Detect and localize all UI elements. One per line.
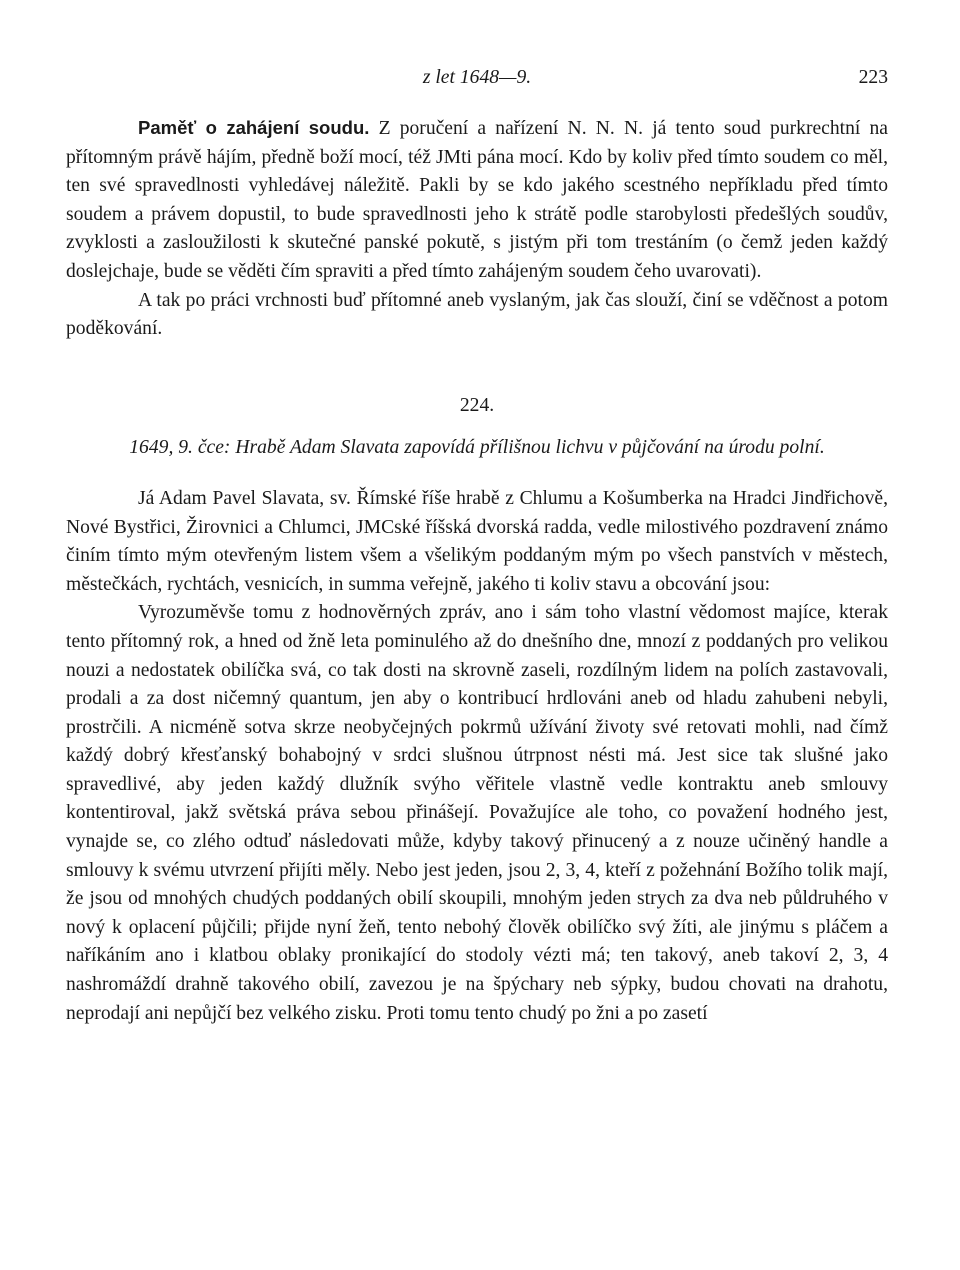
running-title: z let 1648—9. <box>422 67 532 88</box>
page-number: 223 <box>858 67 888 88</box>
section-223-paragraph-1 <box>66 114 888 287</box>
section-223-paragraph-1-text: Z poručení a nařízení N. N. N. já tento soud purkrechtní na přítomným právě hájím, předně boží mocí, též JMti pána mocí. Kdo by koliv před tímto soudem co měl, ten své spravedlnosti vyhledávej náležitě. Pakli by se kdo jakého scestného nepříkladu před tímto soudem a právem dopustil, to bude spravedlnosti jeho k strátě podle starobylosti předešlých soudův, zvyklosti a zasloužilosti k skutečné panské pokutě, s jistým při tom trestáním (o čemž jeden každý doslejchaje, bude se věděti čím spraviti a před tímto zahájeným soudem čeho uvarovati). <box>66 118 889 282</box>
entry-224-paragraph-1: Já Adam Pavel Slavata, sv. Římské říše hrabě z Chlumu a Košumberka na Hradci Jindřichově, Nové Bystřici, Žirovnici a Chlumci, JMCské říšská dvorská radda, vedle milostivého pozdravení známo činím tímto mým otevřeným listem všem a všelikým poddaným mým po všech panstvích v městech, městečkách, rychtách, vesnicích, in summa veřejně, jakého ti koliv stavu a obcování jsou: <box>66 487 888 595</box>
entry-number: 224. <box>459 394 495 416</box>
entry-224-paragraph-2: Vyrozuměvše tomu z hodnověrných zpráv, ano i sám toho vlastní vědomost majíce, kterak tento přítomný rok, a hned od žně leta pominulého až do dnešního dne, mnozí z poddaných pro velikou nouzi a nedostatek obilíčka svá, co tak dosti na skrovně zaseli, rozdílným lidem na polích zastavovali, prodali a za dost ničemný quantum, jen aby o kontribucí hrdlováni aneb od hladu zahubeni nebyli, prostrčili. A nicméně sotva skrze neobyčejných pokrmů užívání životy své retovati mohli, nad čímž každý dobrý křesťanský bohabojný v srdci slušnou útrpnost nésti má. Jest sice tak slušné jako spravedlivé, aby jeden každý dlužník svýho věřitele vlastně vedle kontraktu aneb smlouvy kontentiroval, jakž světská práva sebou přinášejí. Považujíce ale toho, co považení hodného jest, vynajde se, co zlého odtuď následovati může, kdyby takový přinucený a z nouze učiněný handle a smlouvy k svému utvrzení přijíti měly. Nebo jest jeden, jsou 2, 3, 4, kteří z požehnání Božího tolik mají, že jsou od mnohých chudých poddaných obilí skoupili, mnohým jeden strych za dva neb půldruhého v nový k oplacení půjčili; přijde nyní žeň, tento nebohý člověk obilíčko svý žíti, ale jinýmu s pláčem a naříkáním ano i klatbou oblaky pronikající do stodoly vézti má; ten takový, aneb takoví 2, 3, 4 nashromáždí drahně takového obilí, zavezou je na špýchary neb sýpky, budou chovati na drahotu, neprodají ani nepůjčí bez velkého zisku. Proti tomu tento chudý po žni a po zasetí <box>66 602 888 1024</box>
section-title: Paměť o zahájení soudu. <box>138 117 370 138</box>
entry-heading: 1649, 9. čce: Hrabě Adam Slavata zapovídá přílišnou lichvu v půjčování na úrodu polní. <box>129 437 825 459</box>
document-page <box>66 64 888 1028</box>
section-223-paragraph-2: A tak po práci vrchnosti buď přítomné aneb vyslaným, jak čas slouží, činí se vděčnost a potom poděkování. <box>66 289 888 340</box>
running-header <box>66 64 888 94</box>
